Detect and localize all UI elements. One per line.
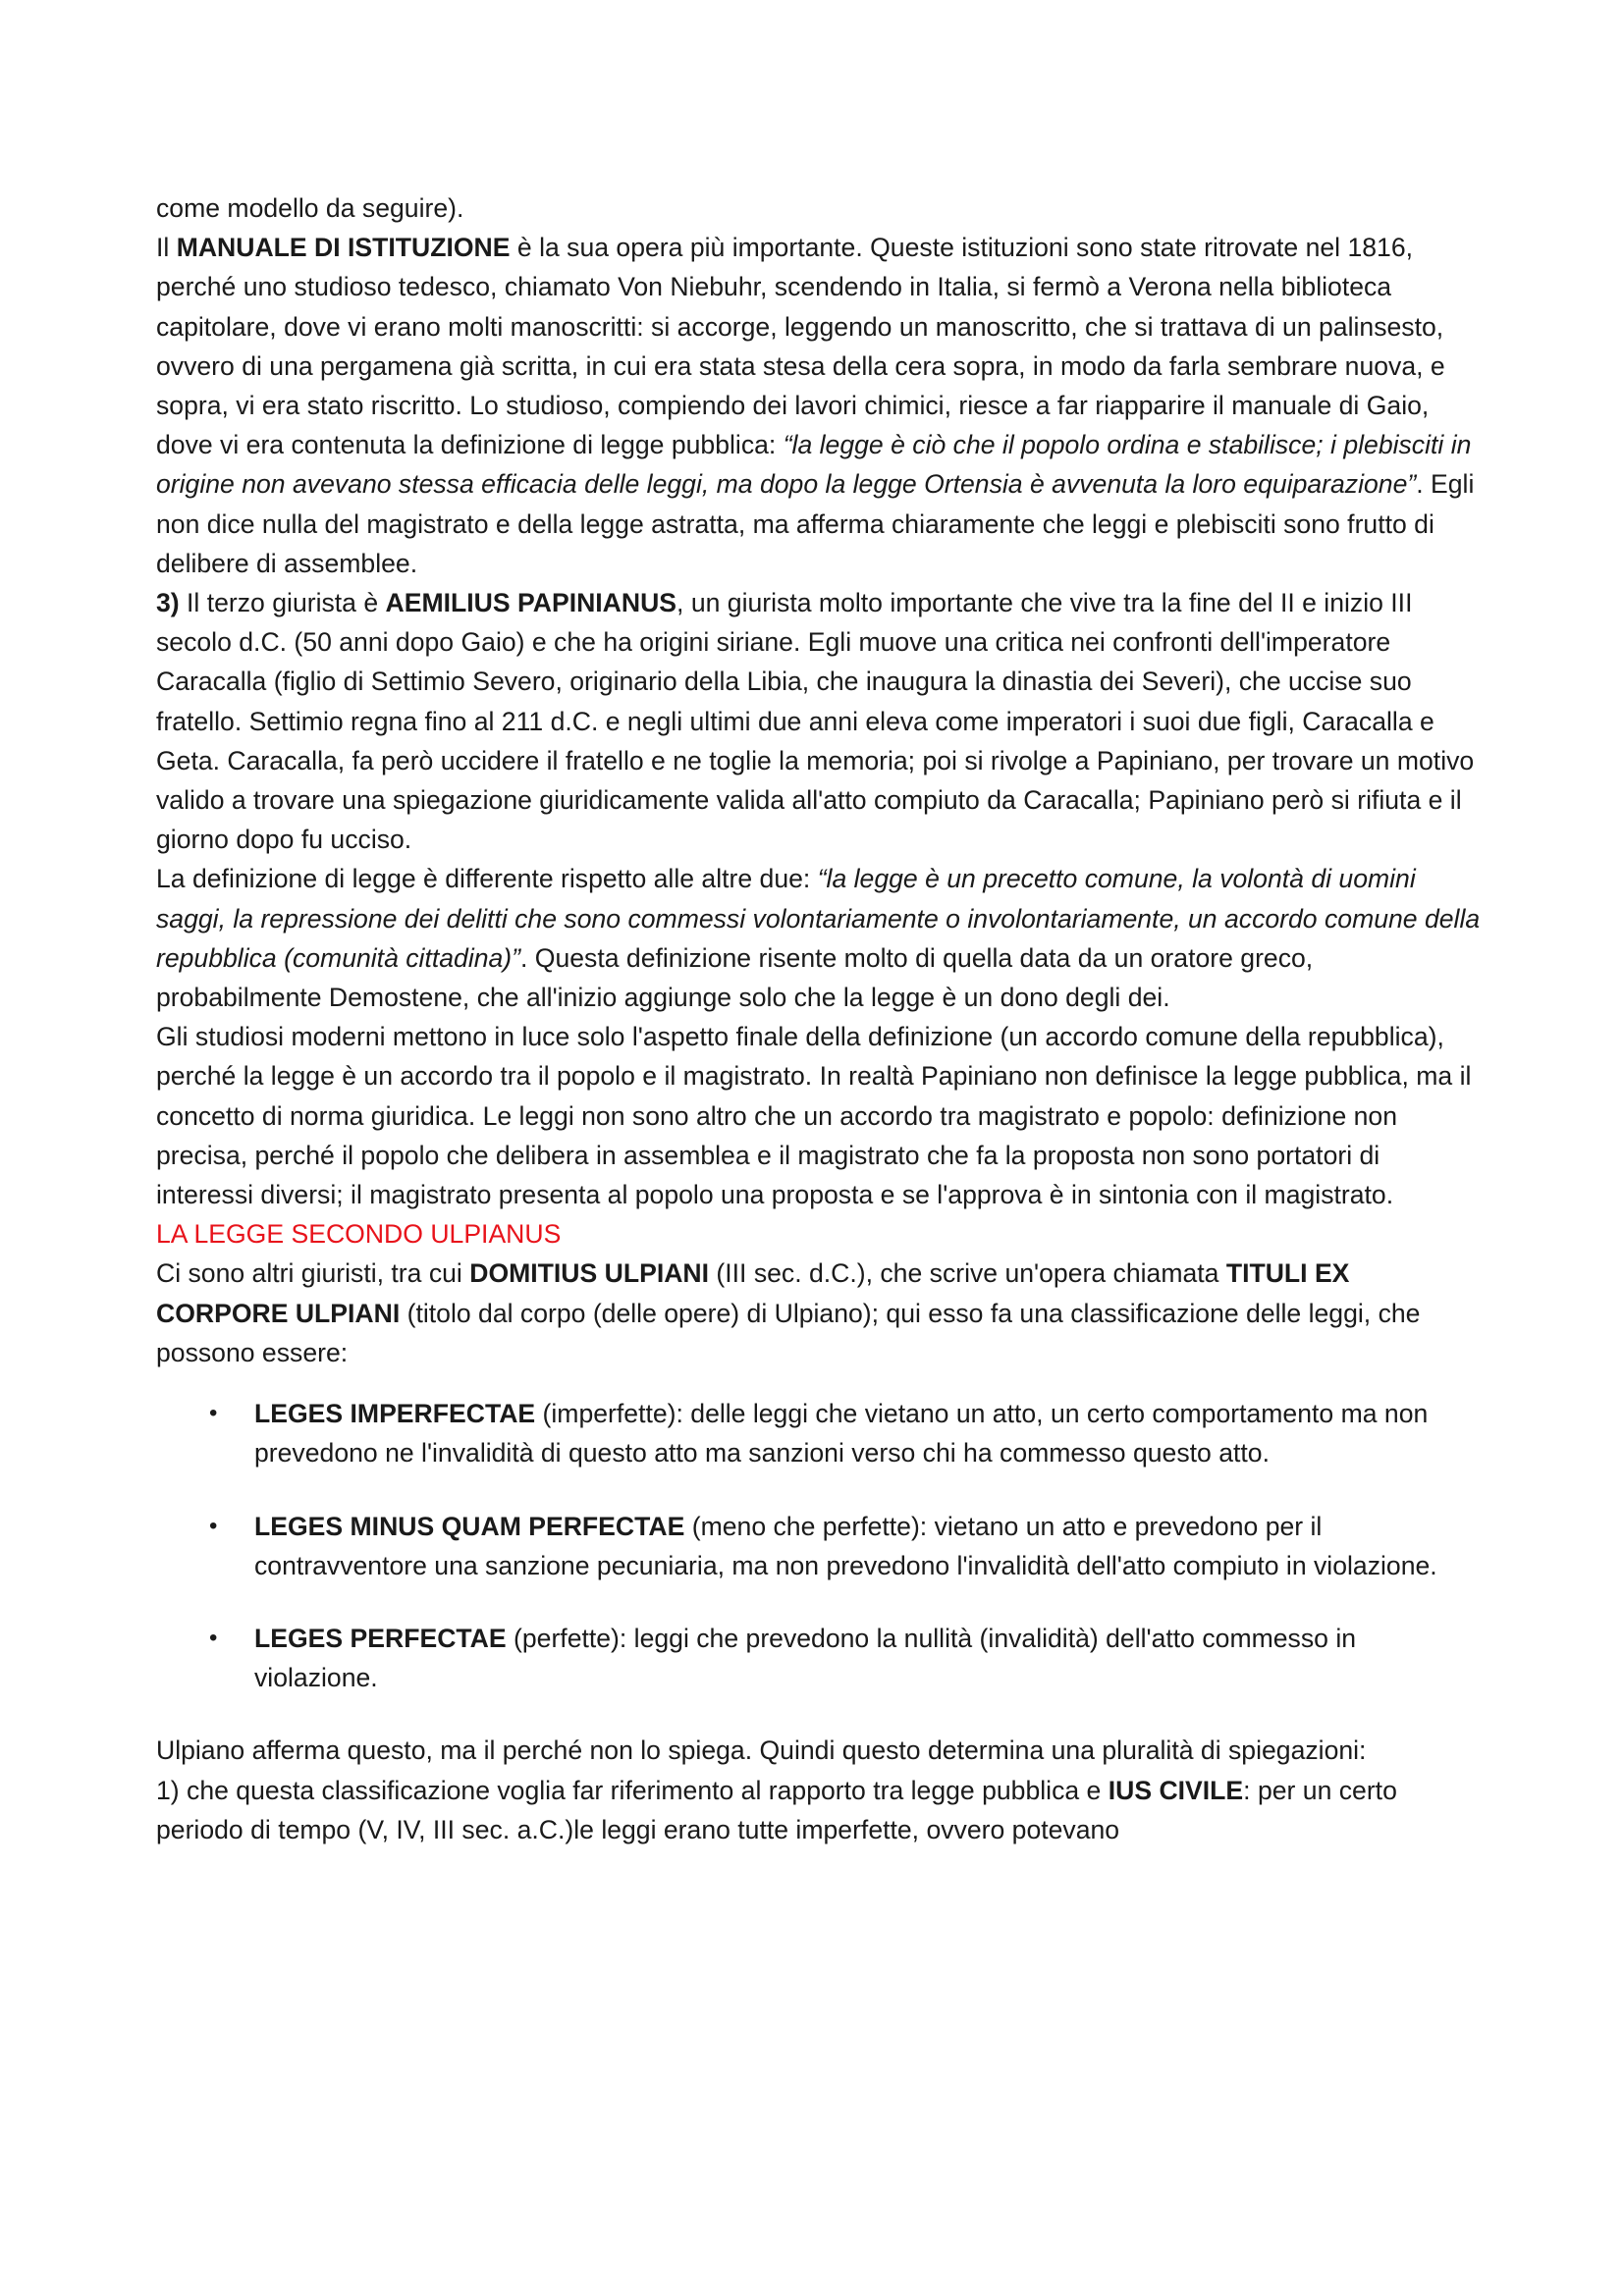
bullet-icon: •	[209, 1512, 218, 1539]
term-leges-minus-quam-perfectae: LEGES MINUS QUAM PERFECTAE	[254, 1511, 685, 1541]
term-leges-imperfectae: LEGES IMPERFECTAE	[254, 1399, 536, 1429]
list-item: • LEGES PERFECTAE (perfette): leggi che prevedono la nullità (invalidità) dell'atto commesso in violazione.	[254, 1619, 1482, 1697]
laws-classification-list	[156, 1394, 1482, 1697]
section-heading-ulpianus: LA LEGGE SECONDO ULPIANUS	[156, 1219, 562, 1250]
list-item: • LEGES MINUS QUAM PERFECTAE (meno che perfette): vietano un atto e prevedono per il contravventore una sanzione pecuniaria, ma non prevedono l'invalidità dell'atto compiuto in violazione.	[254, 1507, 1482, 1585]
paragraph-intro-end: come modello da seguire).	[156, 193, 464, 223]
term-manuale-di-istituzione: MANUALE DI ISTITUZIONE	[176, 233, 511, 263]
paragraph-gaius-manual: Il MANUALE DI ISTITUZIONE è la sua opera più importante. Queste istituzioni sono state ritrovate nel 1816, perché uno studioso tedesco, chiamato Von Niebuhr, scendendo in Italia, si fermò a Verona nella biblioteca capitolare, dove vi erano molti manoscritti: si accorge, leggendo un manoscritto, che si trattava di un palinsesto, ovvero di una pergamena già scritta, in cui era stata stesa della cera sopra, in modo da farla sembrare nuova, e sopra, vi era stato riscritto. Lo studioso, compiendo dei lavori chimici, riesce a far riapparire il manuale di Gaio, dove vi era contenuta la definizione di legge pubblica: “la legge è ciò che il popolo ordina e stabilisce; i plebisciti in origine non avevano stessa efficacia delle leggi, ma dopo la legge Ortensia è avvenuta la loro equiparazione”. Egli non dice nulla del magistrato e della legge astratta, ma afferma chiaramente che leggi e plebisciti sono frutto di delibere di assemblee.	[156, 233, 1475, 578]
paragraph-ulpianus-intro: Ci sono altri giuristi, tra cui DOMITIUS ULPIANI (III sec. d.C.), che scrive un'opera chiamata TITULI EX CORPORE ULPIANI (titolo dal corpo (delle opere) di Ulpiano); qui esso fa una classificazione delle leggi, che possono essere:	[156, 1258, 1421, 1367]
bullet-icon: •	[209, 1624, 218, 1651]
bullet-icon: •	[209, 1400, 218, 1427]
list-item: • LEGES IMPERFECTAE (imperfette): delle leggi che vietano un atto, un certo comportamento ma non prevedono ne l'invalidità di questo atto ma sanzioni verso chi ha commesso questo atto.	[254, 1394, 1482, 1472]
term-aemilius-papinianus: AEMILIUS PAPINIANUS	[385, 588, 677, 618]
paragraph-explanation-1: 1) che questa classificazione voglia far riferimento al rapporto tra legge pubblica e IUS CIVILE: per un certo periodo di tempo (V, IV, III sec. a.C.)le leggi erano tutte imperfette, ovvero potevano	[156, 1775, 1397, 1844]
term-tituli-ex-corpore-ulpiani: TITULI EX CORPORE ULPIANI	[156, 1258, 1350, 1328]
paragraph-modern-scholars: Gli studiosi moderni mettono in luce solo l'aspetto finale della definizione (un accordo comune della repubblica), perché la legge è un accordo tra il popolo e il magistrato. In realtà Papiniano non definisce la legge pubblica, ma il concetto di norma giuridica. Le leggi non sono altro che un accordo tra magistrato e popolo: definizione non precisa, perché il popolo che delibera in assemblea e il magistrato che fa la proposta non sono portatori di interessi diversi; il magistrato presenta al popolo una proposta e se l'approva è in sintonia con il magistrato.	[156, 1022, 1472, 1210]
paragraph-ulpianus-explanation: Ulpiano afferma questo, ma il perché non lo spiega. Quindi questo determina una pluralità di spiegazioni:	[156, 1735, 1367, 1766]
term-domitius-ulpiani: DOMITIUS ULPIANI	[469, 1258, 710, 1289]
list-number-3: 3)	[156, 588, 180, 618]
document-page	[156, 188, 1482, 1849]
term-leges-perfectae: LEGES PERFECTAE	[254, 1623, 507, 1653]
quote-gaius-definition: “la legge è ciò che il popolo ordina e stabilisce; i plebisciti in origine non avevano stessa efficacia delle leggi, ma dopo la legge Ortensia è avvenuta la loro equiparazione”	[156, 430, 1472, 500]
paragraph-papinianus: 3) Il terzo giurista è AEMILIUS PAPINIANUS, un giurista molto importante che vive tra la fine del II e inizio III secolo d.C. (50 anni dopo Gaio) e che ha origini siriane. Egli muove una critica nei confronti dell'imperatore Caracalla (figlio di Settimio Severo, originario della Libia, che inaugura la dinastia dei Severi), che uccise suo fratello. Settimio regna fino al 211 d.C. e negli ultimi due anni eleva come imperatori i suoi due figli, Caracalla e Geta. Caracalla, fa però uccidere il fratello e ne toglie la memoria; poi si rivolge a Papiniano, per trovare un motivo valido a trovare una spiegazione giuridicamente valida all'atto compiuto da Caracalla; Papiniano però si rifiuta e il giorno dopo fu ucciso.	[156, 588, 1475, 855]
paragraph-papinianus-definition: La definizione di legge è differente rispetto alle altre due: “la legge è un precetto comune, la volontà di uomini saggi, la repressione dei delitti che sono commessi volontariamente o involontariamente, un accordo comune della repubblica (comunità cittadina)”. Questa definizione risente molto di quella data da un oratore greco, probabilmente Demostene, che all'inizio aggiunge solo che la legge è un dono degli dei.	[156, 864, 1481, 1013]
quote-papinianus-definition: “la legge è un precetto comune, la volontà di uomini saggi, la repressione dei delitti che sono commessi volontariamente o involontariamente, un accordo comune della repubblica (comunità cittadina)”	[156, 864, 1481, 973]
term-ius-civile: IUS CIVILE	[1108, 1775, 1244, 1805]
